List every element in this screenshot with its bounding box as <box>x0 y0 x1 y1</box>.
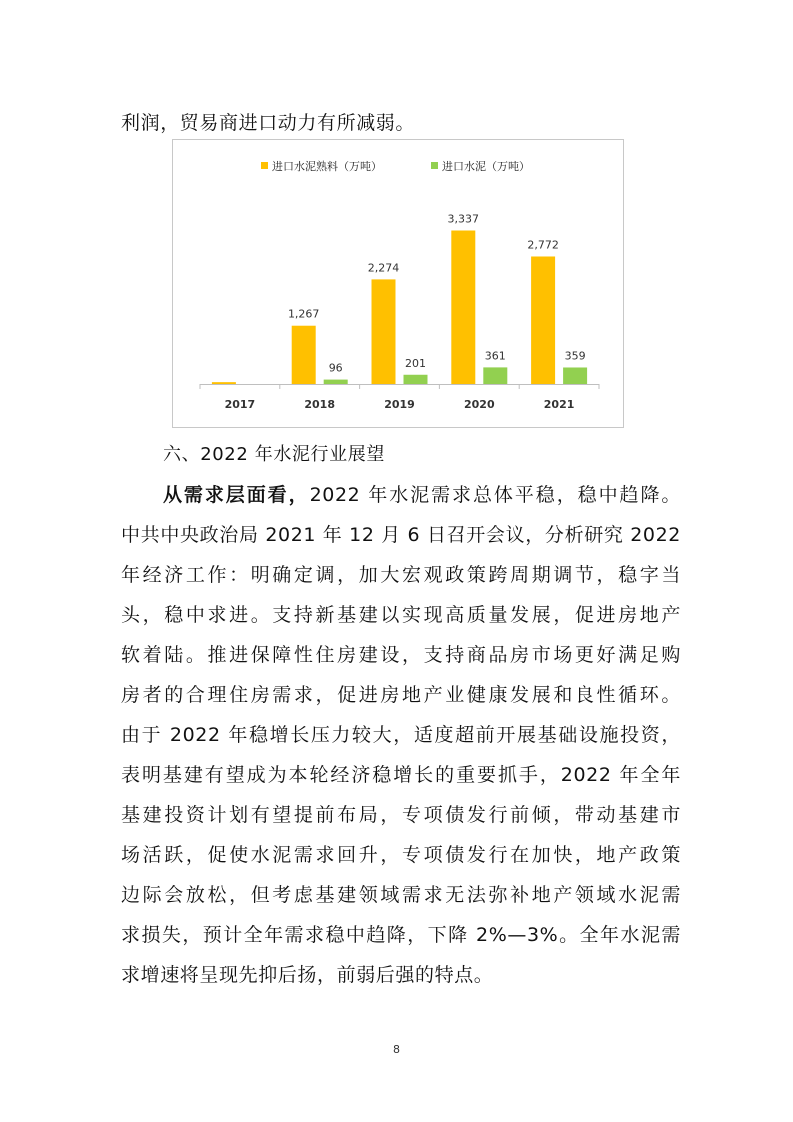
data-label: 3,337 <box>447 212 480 226</box>
x-tick-label: 2021 <box>543 398 575 411</box>
x-tick-label: 2018 <box>304 398 336 411</box>
x-tick-label: 2019 <box>384 398 415 411</box>
data-label: 361 <box>484 349 506 363</box>
x-tick-label: 2017 <box>224 398 256 411</box>
data-label: 2,772 <box>527 238 559 252</box>
paragraph-line: 年经济工作：明确定调，加大宏观政策跨周期调节，稳字当 <box>121 564 681 586</box>
paragraph-line: 边际会放松，但考虑基建领域需求无法弥补地产领域水泥需 <box>121 884 681 906</box>
bar <box>324 380 348 384</box>
paragraph-line: 中共中央政治局 2021 年 12 月 6 日召开会议，分析研究 2022 <box>121 524 681 546</box>
paragraph-line: 头，稳中求进。支持新基建以实现高质量发展，促进房地产 <box>121 604 681 626</box>
bar <box>404 375 428 384</box>
data-label: 2,274 <box>367 261 400 275</box>
paragraph-line: 表明基建有望成为本轮经济稳增长的重要抓手，2022 年全年 <box>121 764 681 786</box>
paragraph-line: 房者的合理住房需求，促进房地产业健康发展和良性循环。 <box>121 684 681 706</box>
paragraph-line: 软着陆。推进保障性住房建设，支持商品房市场更好满足购 <box>121 644 681 666</box>
paragraph-line: 场活跃，促使水泥需求回升，专项债发行在加快，地产政策 <box>121 844 681 866</box>
bar <box>451 230 475 384</box>
bar <box>531 256 555 384</box>
legend-label: 进口水泥（万吨） <box>442 160 530 173</box>
data-label: 201 <box>405 356 426 370</box>
bar <box>212 382 236 384</box>
data-label: 96 <box>328 361 343 375</box>
lead-bold-text: 从需求层面看， <box>163 484 310 506</box>
paragraph-line: 由于 2022 年稳增长压力较大，适度超前开展基础设施投资， <box>121 724 681 746</box>
chart-canvas <box>173 140 625 429</box>
lead-rest-text: 2022 年水泥需求总体平稳，稳中趋降。 <box>309 484 681 506</box>
import-bar-chart <box>172 139 624 428</box>
bar <box>483 367 507 384</box>
bar <box>292 326 316 384</box>
data-label: 359 <box>564 349 586 363</box>
legend-swatch <box>431 162 438 169</box>
data-label: 1,267 <box>287 307 320 321</box>
paragraph-line: 基建投资计划有望提前布局，专项债发行前倾，带动基建市 <box>121 804 681 826</box>
intro-line: 利润，贸易商进口动力有所减弱。 <box>121 112 416 134</box>
bar <box>372 279 396 384</box>
legend-label: 进口水泥熟料（万吨） <box>272 160 382 173</box>
x-tick-label: 2020 <box>463 398 495 411</box>
lead-paragraph-line <box>163 486 681 505</box>
legend-swatch <box>261 162 268 169</box>
paragraph-last-line: 求增速将呈现先抑后扬，前弱后强的特点。 <box>121 964 494 986</box>
bar <box>563 367 587 384</box>
paragraph-line: 求损失，预计全年需求稳中趋降，下降 2%—3%。全年水泥需 <box>121 924 681 946</box>
section-heading: 六、2022 年水泥行业展望 <box>163 444 385 465</box>
page-number: 8 <box>393 1043 400 1056</box>
